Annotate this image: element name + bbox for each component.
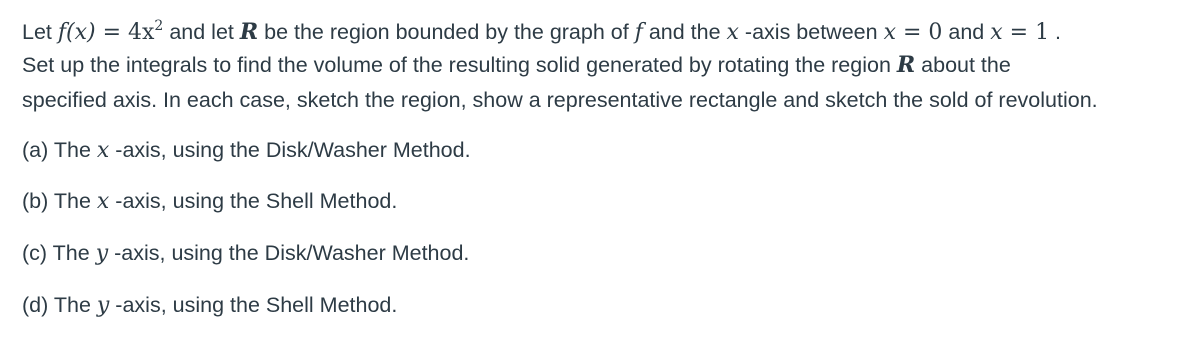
- exponent: 2: [154, 18, 164, 34]
- part-d-prefix: (d) The: [22, 293, 97, 317]
- function-f: f: [634, 20, 643, 45]
- variable-x: x: [990, 20, 1003, 45]
- text: Set up the integrals to find the volume of the resulting solid generated by rotating the region: [22, 53, 897, 77]
- bound-lower: = 0: [895, 20, 943, 45]
- part-d: [22, 293, 397, 318]
- variable-x: x: [883, 20, 896, 45]
- function-fx: f(x): [57, 20, 96, 45]
- text: about the: [915, 53, 1011, 77]
- text: and let: [163, 20, 240, 44]
- problem-statement-line-3: specified axis. In each case, sketch the region, show a representative rectangle and sketch the sold of revolution.: [22, 88, 1098, 112]
- problem-statement-line-1: [22, 20, 1061, 45]
- part-b: [22, 189, 397, 214]
- text: -axis between: [738, 20, 884, 44]
- equation-rhs: = 4x: [95, 20, 155, 45]
- region-R: R: [239, 19, 259, 45]
- text: and the: [642, 20, 727, 44]
- part-c-suffix: -axis, using the Disk/Washer Method.: [108, 241, 470, 265]
- part-a: [22, 138, 471, 163]
- problem-statement-line-2: [22, 53, 1011, 78]
- part-a-prefix: (a) The: [22, 138, 97, 162]
- part-a-suffix: -axis, using the Disk/Washer Method.: [109, 138, 471, 162]
- part-c-variable: y: [95, 241, 109, 266]
- part-d-suffix: -axis, using the Shell Method.: [109, 293, 398, 317]
- part-a-variable: x: [96, 138, 110, 163]
- part-d-variable: y: [96, 293, 110, 318]
- text: .: [1049, 20, 1062, 44]
- text: and: [942, 20, 991, 44]
- region-R: R: [896, 52, 916, 78]
- part-b-prefix: (b) The: [22, 189, 97, 213]
- part-b-suffix: -axis, using the Shell Method.: [109, 189, 398, 213]
- part-c: [22, 241, 469, 266]
- part-c-prefix: (c) The: [22, 241, 96, 265]
- text: be the region bounded by the graph of: [258, 20, 635, 44]
- bound-upper: = 1: [1002, 20, 1050, 45]
- part-b-variable: x: [96, 189, 110, 214]
- variable-x: x: [726, 20, 739, 45]
- text: Let: [22, 20, 58, 44]
